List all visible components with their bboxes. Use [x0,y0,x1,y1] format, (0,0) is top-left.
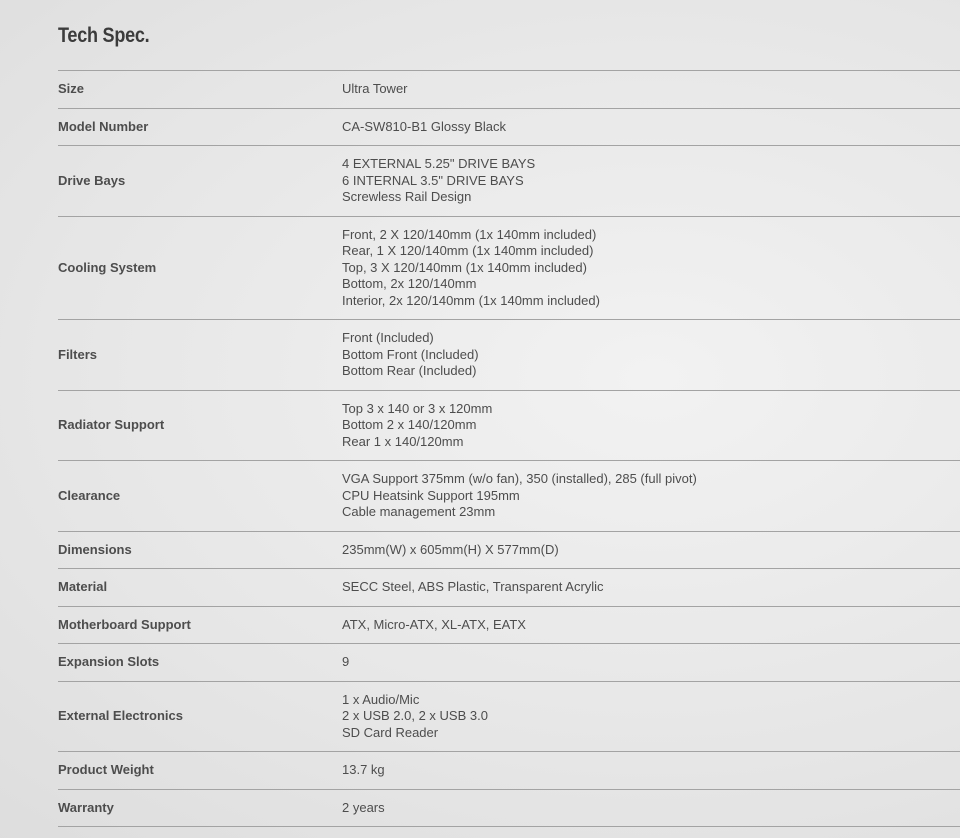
spec-value-line: SD Card Reader [342,724,439,740]
spec-value-line: Rear, 1 X 120/140mm (1x 140mm included) [342,243,594,258]
spec-value-line: Top, 3 X 120/140mm (1x 140mm included) [342,259,587,275]
spec-label: Motherboard Support [58,616,191,632]
spec-value-line: Front (Included) [342,330,434,345]
spec-values [342,692,960,742]
spec-row [58,789,960,827]
spec-row [58,568,960,606]
spec-value-line: ATX, Micro-ATX, XL-ATX, EATX [342,616,526,632]
spec-values [342,762,960,779]
spec-row [58,145,960,216]
spec-values [342,227,960,310]
spec-row [58,751,960,789]
spec-label: Product Weight [58,762,154,778]
spec-value-line: Top 3 x 140 or 3 x 120mm [342,400,493,416]
spec-row [58,108,960,146]
spec-value-line: CA-SW810-B1 Glossy Black [342,118,506,134]
spec-value-line: Rear 1 x 140/120mm [342,433,464,449]
spec-value-line: 13.7 kg [342,762,385,777]
spec-value-line: CPU Heatsink Support 195mm [342,487,520,503]
spec-label: Material [58,579,108,595]
spec-row [58,531,960,569]
spec-row [58,460,960,531]
spec-label: Radiator Support [58,417,165,433]
spec-values [342,800,960,817]
spec-table [58,70,960,827]
spec-value-line: 2 x USB 2.0, 2 x USB 3.0 [342,708,488,723]
spec-row [58,319,960,390]
spec-values [342,617,960,634]
spec-values [342,654,960,671]
spec-row [58,390,960,461]
spec-values [342,81,960,98]
spec-value-line: Bottom 2 x 140/120mm [342,417,477,432]
spec-label: Filters [58,346,98,362]
spec-values [342,542,960,559]
spec-label: Model Number [58,118,149,134]
spec-value-line: 2 years [342,799,385,815]
spec-values [342,119,960,136]
page-title: Tech Spec. [58,24,150,47]
spec-label: External Electronics [58,708,183,724]
spec-label: Size [58,81,85,97]
spec-row [58,216,960,320]
spec-value-line: 6 INTERNAL 3.5" DRIVE BAYS [342,172,524,188]
spec-values [342,330,960,380]
spec-value-line: 235mm(W) x 605mm(H) X 577mm(D) [342,541,559,557]
spec-values [342,471,960,521]
spec-label: Expansion Slots [58,654,160,670]
spec-label: Clearance [58,487,121,503]
spec-value-line: Screwless Rail Design [342,189,472,204]
spec-values [342,579,960,596]
spec-value-line: Bottom Rear (Included) [342,363,477,378]
spec-values [342,401,960,451]
spec-value-line: Cable management 23mm [342,504,496,519]
spec-row [58,70,960,108]
spec-row [58,606,960,644]
spec-label: Warranty [58,799,114,815]
spec-value-line: 1 x Audio/Mic [342,691,420,707]
spec-value-line: Front, 2 X 120/140mm (1x 140mm included) [342,226,597,242]
spec-row [58,681,960,752]
spec-label: Drive Bays [58,172,126,188]
spec-value-line: Ultra Tower [342,81,408,96]
spec-value-line: Interior, 2x 120/140mm (1x 140mm included) [342,292,600,308]
spec-value-line: VGA Support 375mm (w/o fan), 350 (installed), 285 (full pivot) [342,471,697,486]
spec-row [58,643,960,681]
spec-value-line: 4 EXTERNAL 5.25" DRIVE BAYS [342,156,536,171]
spec-label: Dimensions [58,541,132,557]
spec-value-line: Bottom, 2x 120/140mm [342,276,477,291]
spec-value-line: Bottom Front (Included) [342,346,479,362]
spec-value-line: SECC Steel, ABS Plastic, Transparent Acrylic [342,579,604,594]
spec-values [342,156,960,206]
spec-value-line: 9 [342,654,350,669]
spec-label: Cooling System [58,259,157,275]
